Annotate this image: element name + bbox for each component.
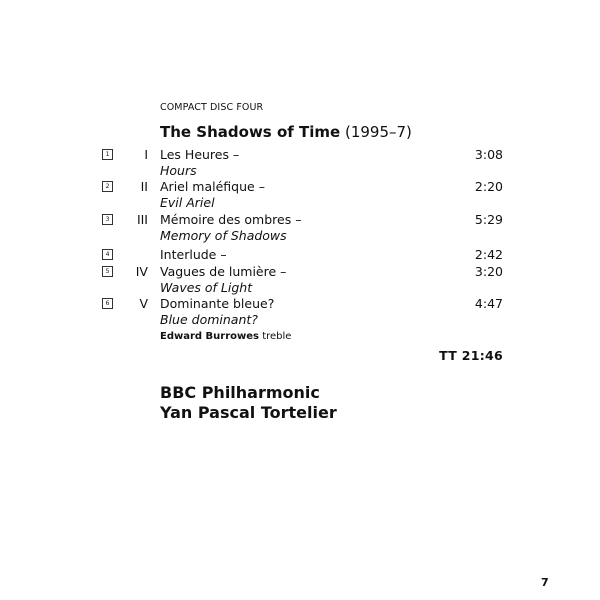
track-title: Les Heures – [160, 147, 240, 162]
track-title: Interlude – [160, 247, 227, 262]
movement-numeral: III [136, 212, 148, 227]
performer-credit [160, 331, 291, 342]
movement-numeral: IV [135, 264, 148, 279]
track-row [0, 147, 600, 181]
track-title: Vagues de lumière – [160, 264, 287, 279]
disc-label: COMPACT DISC FOUR [160, 102, 264, 113]
track-number-box: 1 [102, 149, 113, 160]
total-time: TT 21:46 [439, 348, 503, 363]
track-row [0, 296, 600, 330]
track-duration: 2:20 [474, 179, 503, 194]
performer-name: Edward Burrowes [160, 331, 259, 342]
conductor-name: Yan Pascal Tortelier [160, 403, 337, 422]
track-duration: 4:47 [474, 296, 503, 311]
track-duration: 5:29 [474, 212, 503, 227]
page-number: 7 [541, 576, 549, 589]
track-row [0, 264, 600, 298]
track-duration: 2:42 [474, 247, 503, 262]
track-subtitle: Memory of Shadows [160, 228, 287, 243]
track-number-box: 6 [102, 298, 113, 309]
track-number-box: 4 [102, 249, 113, 260]
track-subtitle: Evil Ariel [160, 195, 215, 210]
track-row [0, 179, 600, 213]
work-name: The Shadows of Time [160, 123, 341, 141]
track-title: Ariel maléfique – [160, 179, 265, 194]
performer-role: treble [262, 331, 292, 342]
movement-numeral: II [140, 179, 148, 194]
work-years: (1995–7) [344, 123, 412, 141]
movement-numeral: I [144, 147, 148, 162]
track-subtitle: Waves of Light [160, 280, 253, 295]
track-title: Mémoire des ombres – [160, 212, 302, 227]
track-subtitle: Blue dominant? [160, 312, 258, 327]
track-duration: 3:08 [474, 147, 503, 162]
track-number-box: 2 [102, 181, 113, 192]
track-row [0, 212, 600, 246]
movement-numeral: V [139, 296, 148, 311]
track-title: Dominante bleue? [160, 296, 275, 311]
track-number-box: 3 [102, 214, 113, 225]
work-title [160, 123, 412, 141]
track-number-box: 5 [102, 266, 113, 277]
orchestra-name: BBC Philharmonic [160, 383, 320, 402]
track-duration: 3:20 [474, 264, 503, 279]
track-subtitle: Hours [160, 163, 197, 178]
